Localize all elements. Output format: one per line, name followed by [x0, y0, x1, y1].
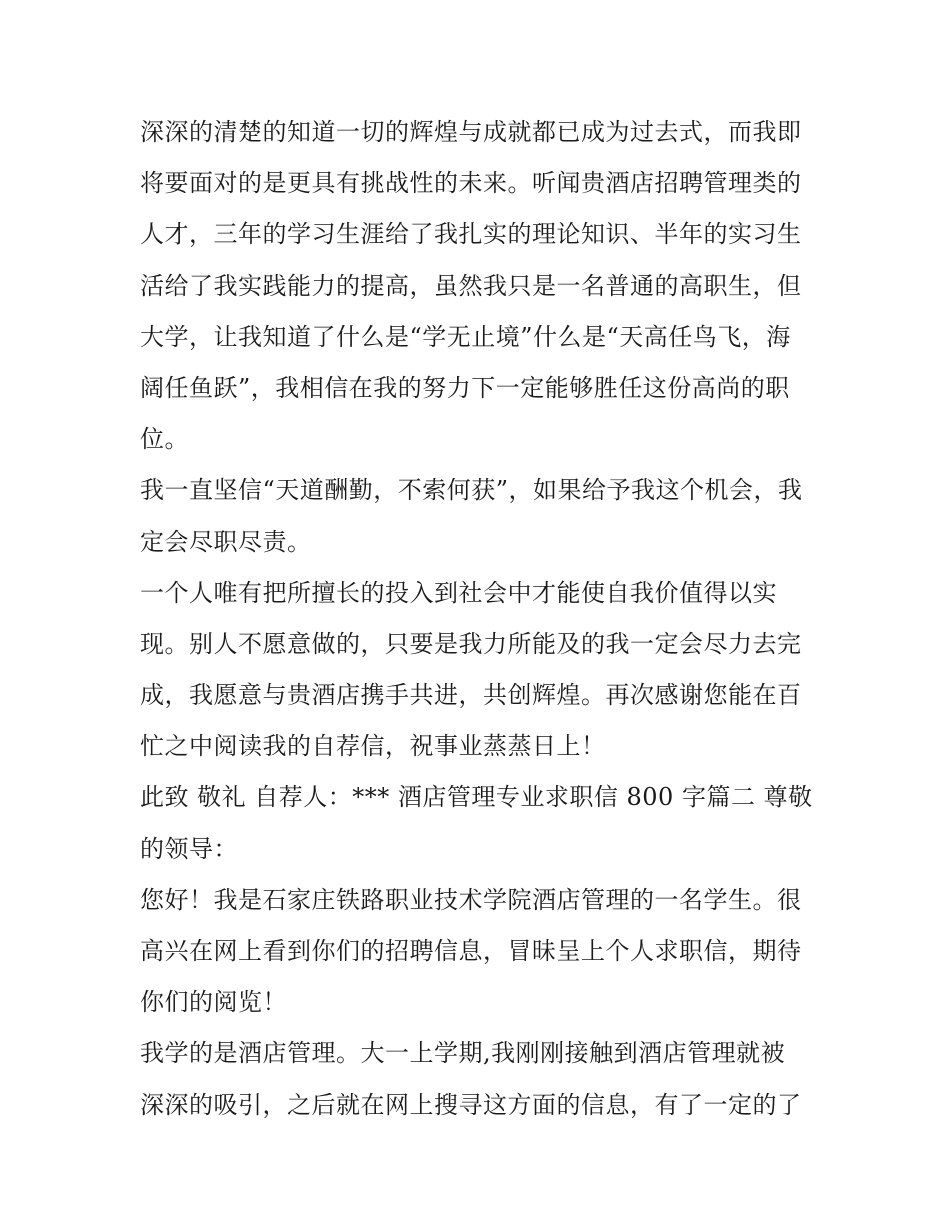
text-line: 的领导：	[140, 834, 238, 863]
text-line: 位。	[140, 425, 189, 454]
text-line: 深深的清楚的知道一切的辉煌与成就都已成为过去式，而我即	[140, 118, 802, 146]
text-line: 定会尽职尽责。	[140, 527, 312, 556]
text-line: 你们的阅览！	[140, 988, 287, 1017]
text-line: 深深的吸引，之后就在网上搜寻这方面的信息，有了一定的了	[140, 1090, 802, 1119]
text-line: 成，我愿意与贵酒店携手共进，共创辉煌。再次感谢您能在百	[140, 681, 802, 710]
text-line: 现。别人不愿意做的，只要是我力所能及的我一定会尽力去完	[140, 629, 802, 658]
text-line: 我学的是酒店管理。大一上学期,我刚刚接触到酒店管理就被	[140, 1039, 786, 1068]
text-line: 将要面对的是更具有挑战性的未来。听闻贵酒店招聘管理类的	[140, 169, 802, 198]
text-line: 活给了我实践能力的提高，虽然我只是一名普通的高职生，但	[140, 271, 802, 300]
text-line: 人才，三年的学习生涯给了我扎实的理论知识、半年的实习生	[140, 220, 802, 249]
body-text	[140, 107, 820, 1131]
text-line: 我一直坚信“天道酬勤，不索何获”，如果给予我这个机会，我	[140, 476, 803, 505]
text-line: 您好！我是石家庄铁路职业技术学院酒店管理的一名学生。很	[140, 885, 802, 914]
text-line: 此致 敬礼 自荐人：*** 酒店管理专业求职信 800 字篇二 尊敬	[140, 783, 813, 812]
text-line: 阔任鱼跃”，我相信在我的努力下一定能够胜任这份高尚的职	[140, 373, 790, 402]
text-line: 大学，让我知道了什么是“学无止境”什么是“天高任鸟飞，海	[140, 322, 791, 351]
text-line: 高兴在网上看到你们的招聘信息，冒昧呈上个人求职信，期待	[140, 937, 802, 965]
text-line: 一个人唯有把所擅长的投入到社会中才能使自我价值得以实	[140, 578, 777, 607]
text-line: 忙之中阅读我的自荐信，祝事业蒸蒸日上！	[140, 732, 606, 761]
